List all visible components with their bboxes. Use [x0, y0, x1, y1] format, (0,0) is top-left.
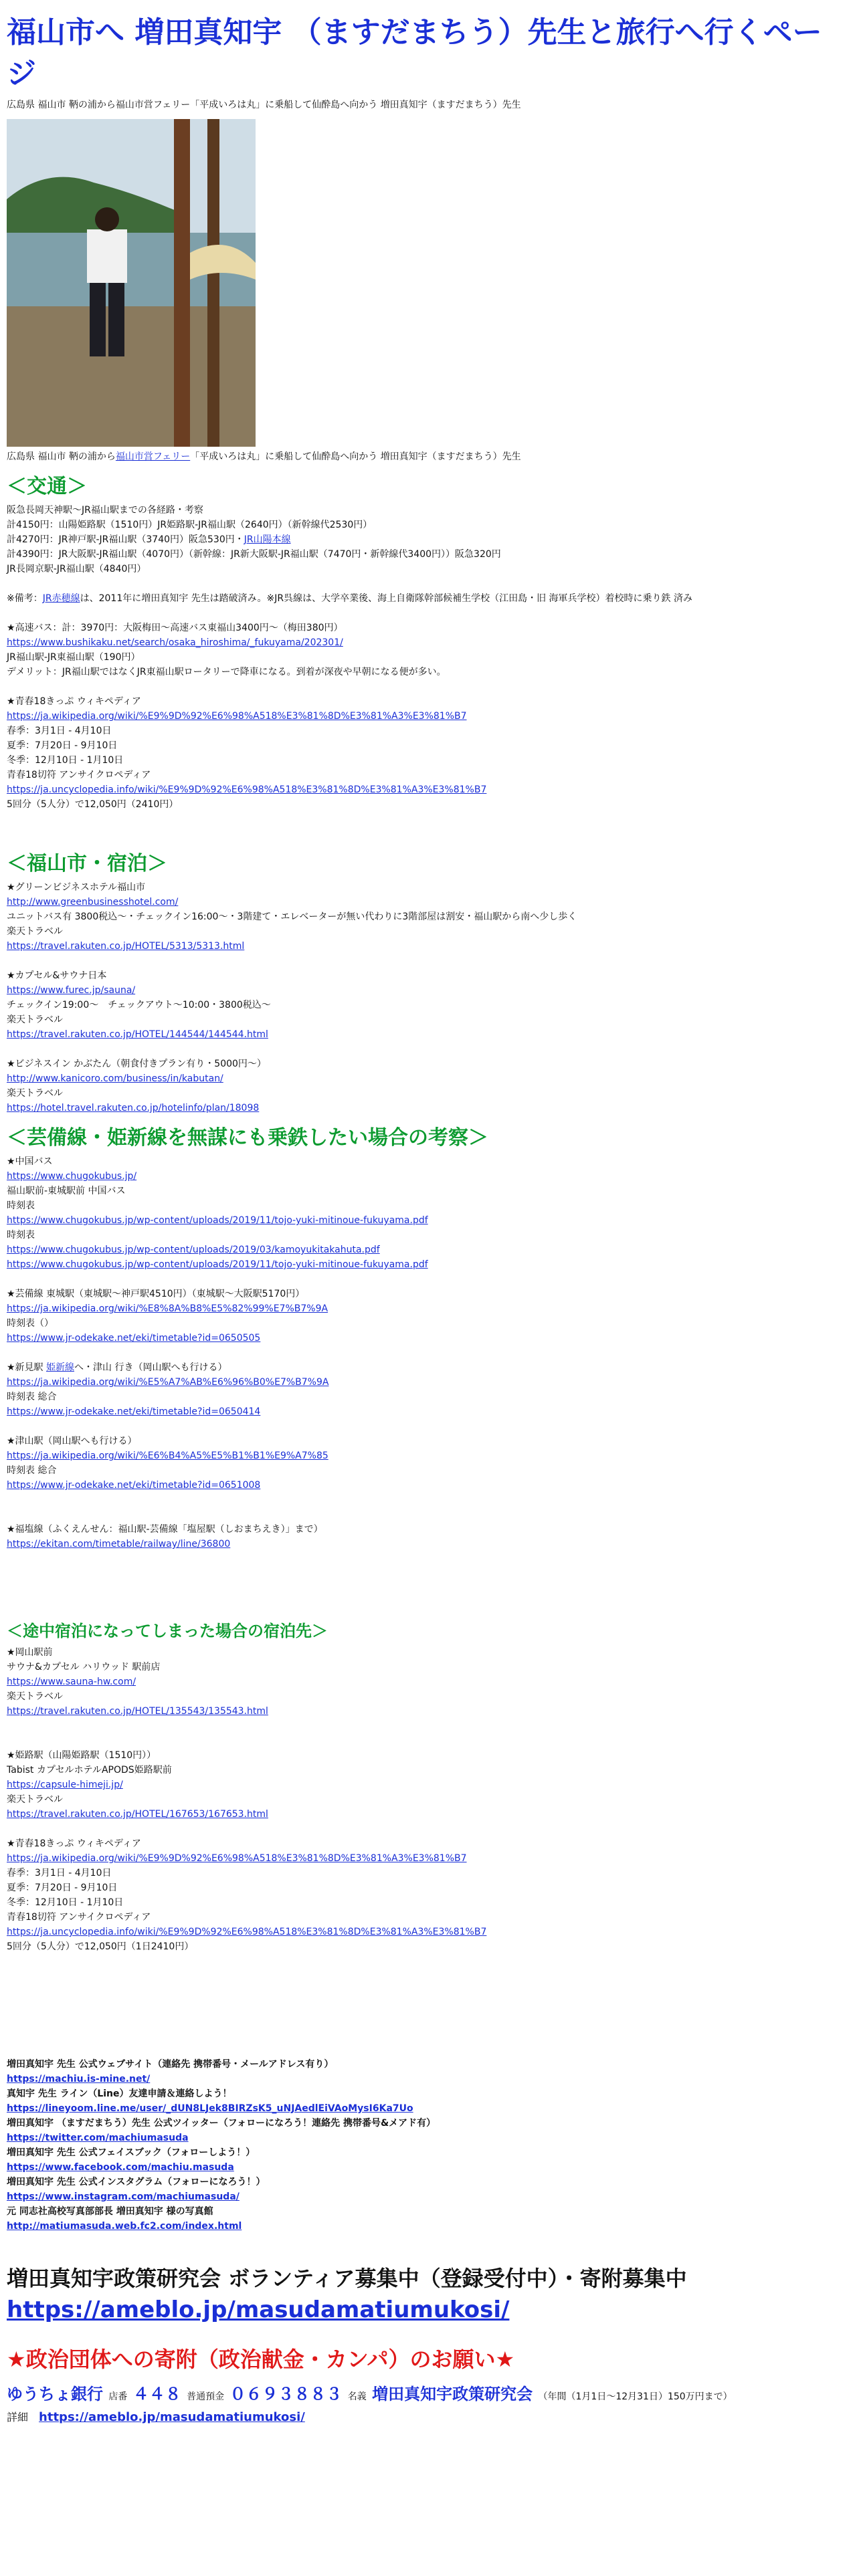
hotel-link[interactable]: https://capsule-himeji.jp/ [7, 1780, 123, 1790]
branch-label: 店番 [108, 2391, 128, 2402]
donation-period: （年間（1月1日〜12月31日）150万円まで） [538, 2391, 733, 2402]
ferry-link[interactable]: 福山市営フェリー [115, 451, 191, 462]
name-label: 名義 [347, 2391, 367, 2402]
bus-link[interactable]: https://www.bushikaku.net/search/osaka_hiroshima/_fukuyama/202301/ [7, 637, 343, 648]
rakuten-link[interactable]: https://travel.rakuten.co.jp/HOTEL/144544/144544.html [7, 1029, 268, 1040]
timetable-pdf-link[interactable]: https://www.chugokubus.jp/wp-content/uploads/2019/03/kamoyukitakahuta.pdf [7, 1245, 380, 1255]
transport-line [7, 532, 839, 547]
volunteer-link[interactable]: https://ameblo.jp/masudamatiumukosi/ [7, 2296, 510, 2323]
jr-ako-link[interactable]: JR赤穂線 [42, 593, 80, 604]
fukuen-link[interactable]: https://ekitan.com/timetable/railway/line/36800 [7, 1539, 231, 1549]
uncyclo-link[interactable]: https://ja.uncyclopedia.info/wiki/%E9%9D%92%E6%98%A518%E3%81%8D%E3%81%A3%E3%81%B7 [7, 784, 487, 795]
line-link[interactable]: https://lineyoom.line.me/user/_dUN8LJek8BIRZsK5_uNJAedlEiVAoMysI6Ka7Uo [7, 2103, 413, 2114]
hotel-link[interactable]: https://www.furec.jp/sauna/ [7, 985, 136, 996]
bus-company: ★中国バス [7, 1156, 53, 1167]
facebook-link[interactable]: https://www.facebook.com/machiu.masuda [7, 2162, 234, 2173]
rakuten-label: 楽天トラベル [7, 926, 63, 937]
timetable-label: 時刻表（） [7, 1318, 54, 1329]
account-type: 普通預金 [187, 2391, 225, 2402]
fukuen-line: ★福塩線（ふくえんせん：福山駅-芸備線「塩屋駅（しおまちえき）」まで） [7, 1524, 323, 1535]
midway-place: ★姫路駅（山陽姫路駅（1510円）） [7, 1750, 157, 1761]
kishin-pre: ★新見駅 [7, 1362, 47, 1373]
note-pre: ※備考： [7, 593, 43, 604]
bus-line: デメリット：JR福山駅ではなくJR東福山駅ロータリーで降車になる。到着が深夜や早朝になる便が多い。 [7, 667, 446, 677]
footer-label: 真知宇 先生 ライン（Line）友達申請＆連絡しよう！ [7, 2088, 232, 2099]
hotel-name: ★ビジネスイン かぶたん（朝食付きプラン有り・5000円〜） [7, 1059, 266, 1069]
rakuten-link[interactable]: https://travel.rakuten.co.jp/HOTEL/135543/135543.html [7, 1706, 268, 1717]
rakuten-label: 楽天トラベル [7, 1794, 63, 1805]
geibi-heading: ＜芸備線・姫新線を無謀にも乗鉄したい場合の考察＞ [7, 1126, 488, 1150]
jr-sanyo-link[interactable]: JR山陽本線 [244, 534, 291, 545]
footer-label: 増田真知宇 先生 公式インスタグラム（フォローになろう！） [7, 2177, 266, 2187]
timetable-link[interactable]: https://www.jr-odekake.net/eki/timetable?id=0650505 [7, 1333, 261, 1344]
instagram-link[interactable]: https://www.instagram.com/machiumasuda/ [7, 2191, 240, 2202]
donation-heading: ★政治団体への寄附（政治献金・カンパ）のお願い★ [7, 2347, 515, 2372]
tsuyama-line: ★津山駅（岡山駅へも行ける） [7, 1436, 137, 1446]
seishun18-title: ★青春18きっぷ ウィキペディア [7, 696, 141, 707]
account-name: 増田真知宇政策研究会 [372, 2385, 533, 2403]
season-spring: 春季：3月1日 - 4月10日 [7, 726, 112, 736]
branch-number: ４４８ [132, 2385, 181, 2403]
stay-heading: ＜福山市・宿泊＞ [7, 852, 167, 875]
note-post: は、2011年に増田真知宇 先生は踏破済み。※JR呉線は、大学卒業後、海上自衛隊幹部候補生学校（江田島・旧 海軍兵学校）着校時に乗り鉄 済み [80, 593, 692, 604]
bank-info [7, 2382, 839, 2409]
ferry-photo-image [7, 119, 256, 447]
caption-bottom [7, 449, 839, 464]
season-summer: 夏季：7月20日 - 9月10日 [7, 740, 118, 751]
rakuten-link[interactable]: https://hotel.travel.rakuten.co.jp/hotelinfo/plan/18098 [7, 1103, 260, 1113]
hotel-link[interactable]: https://www.sauna-hw.com/ [7, 1677, 136, 1687]
official-site-link[interactable]: https://machiu.is-mine.net/ [7, 2074, 151, 2084]
account-number: ０６９３８８３ [229, 2385, 343, 2403]
chugokubus-link[interactable]: https://www.chugokubus.jp/ [7, 1171, 137, 1182]
timetable-link[interactable]: https://www.jr-odekake.net/eki/timetable?id=0651008 [7, 1480, 261, 1491]
detail-link[interactable]: https://ameblo.jp/masudamatiumukosi/ [39, 2410, 305, 2424]
hotel-link[interactable]: http://www.greenbusinesshotel.com/ [7, 897, 179, 907]
uncyclo-link[interactable]: https://ja.uncyclopedia.info/wiki/%E9%9D%92%E6%98%A518%E3%81%8D%E3%81%A3%E3%81%B7 [7, 1927, 487, 1937]
hotel-desc: ユニットバス有 3800税込〜・チェックイン16:00〜・3階建て・エレベーターが無い代わりに3階部屋は割安・福山駅から南へ少し歩く [7, 911, 577, 922]
uncyclo-title: 青春18切符 アンサイクロペディア [7, 1912, 151, 1923]
timetable-label: 時刻表 [7, 1230, 35, 1241]
caption-top: 広島県 福山市 鞆の浦から福山市営フェリー「平成いろは丸」に乗船して仙酔島へ向かう 増田真知宇（ますだまちう）先生 [7, 100, 521, 110]
footer-label: 増田真知宇 先生 公式フェイスブック（フォローしよう！） [7, 2147, 256, 2158]
midway-heading: ＜途中宿泊になってしまった場合の宿泊先＞ [7, 1622, 328, 1640]
footer-label: 元 同志社高校写真部部長 増田真知宇 様の写真館 [7, 2206, 213, 2217]
rakuten-label: 楽天トラベル [7, 1691, 63, 1702]
season-spring: 春季：3月1日 - 4月10日 [7, 1868, 112, 1879]
rakuten-label: 楽天トラベル [7, 1088, 63, 1099]
price-line: 5回分（5人分）で12,050円（2410円） [7, 799, 179, 810]
transport-line: 計4390円：JR大阪駅-JR福山駅（4070円）（新幹線：JR新大阪駅-JR福山駅（7470円・新幹線代3400円））阪急320円 [7, 549, 501, 560]
timetable-label: 時刻表 [7, 1200, 35, 1211]
season-winter: 冬季：12月10日 - 1月10日 [7, 755, 124, 766]
detail-label: 詳細 [7, 2411, 29, 2424]
hotel-name: ★カプセル&サウナ日本 [7, 970, 107, 981]
rakuten-link[interactable]: https://travel.rakuten.co.jp/HOTEL/167653/167653.html [7, 1809, 268, 1820]
midway-hotel: サウナ&カプセル ハリウッド 駅前店 [7, 1662, 161, 1673]
bus-line: JR福山駅-JR東福山駅（190円） [7, 652, 140, 663]
seishun18-wiki-link[interactable]: https://ja.wikipedia.org/wiki/%E9%9D%92%E6%98%A518%E3%81%8D%E3%81%A3%E3%81%B7 [7, 1853, 467, 1864]
transport-note [7, 591, 839, 606]
transport-line: 阪急長岡天神駅〜JR福山駅までの各経路・考察 [7, 505, 203, 516]
volunteer-heading: 増田真知宇政策研究会 ボランティア募集中（登録受付中）・寄附募集中 [7, 2266, 687, 2291]
transport-l3-pre: 計4270円：JR神戸駅-JR福山駅（3740円）阪急530円・ [7, 534, 244, 545]
page-title: 福山市へ 増田真知宇 （ますだまちう）先生と旅行へ行くページ [7, 15, 822, 91]
caption-bottom-pre: 広島県 福山市 鞆の浦から [7, 451, 116, 462]
bus-route: 福山駅前-東城駅前 中国バス [7, 1186, 126, 1196]
timetable-pdf-link[interactable]: https://www.chugokubus.jp/wp-content/uploads/2019/11/tojo-yuki-mitinoue-fukuyama.pdf [7, 1259, 428, 1270]
transport-line: JR長岡京駅-JR福山駅（4840円） [7, 564, 147, 574]
timetable-label: 時刻表 総合 [7, 1392, 57, 1402]
transport-heading: ＜交通＞ [7, 475, 87, 498]
rakuten-label: 楽天トラベル [7, 1014, 63, 1025]
timetable-link[interactable]: https://www.jr-odekake.net/eki/timetable?id=0650414 [7, 1406, 261, 1417]
footer-label: 増田真知宇 （ますだまちう）先生 公式ツイッター（フォローになろう！連絡先 携帯番号&メアド有） [7, 2118, 436, 2129]
tsuyama-wiki-link[interactable]: https://ja.wikipedia.org/wiki/%E6%B4%A5%E5%B1%B1%E9%A7%85 [7, 1451, 328, 1461]
photo-gallery-link[interactable]: http://matiumasuda.web.fc2.com/index.html [7, 2221, 242, 2232]
hotel-link[interactable]: http://www.kanicoro.com/business/in/kabutan/ [7, 1073, 223, 1084]
ferry-photo [7, 119, 256, 447]
twitter-link[interactable]: https://twitter.com/machiumasuda [7, 2133, 189, 2143]
kishin-line [7, 1360, 839, 1375]
caption-bottom-post: 「平成いろは丸」に乗船して仙酔島へ向かう 増田真知宇（ますだまちう）先生 [190, 451, 521, 462]
midway-place: ★岡山駅前 [7, 1647, 53, 1658]
bus-line: ★高速バス：計：3970円：大阪梅田〜高速バス東福山3400円〜（梅田380円） [7, 623, 343, 633]
geibi-wiki-link[interactable]: https://ja.wikipedia.org/wiki/%E8%8A%B8%E5%82%99%E7%B7%9A [7, 1303, 328, 1314]
midway-hotel: Tabist カプセルホテルAPODS姫路駅前 [7, 1765, 172, 1776]
bank-name: ゆうちょ銀行 [7, 2385, 103, 2403]
hotel-name: ★グリーンビジネスホテル福山市 [7, 882, 146, 893]
uncyclo-title: 青春18切符 アンサイクロペディア [7, 770, 151, 780]
seishun18-title: ★青春18きっぷ ウィキペディア [7, 1838, 141, 1849]
rakuten-link[interactable]: https://travel.rakuten.co.jp/HOTEL/5313/5313.html [7, 941, 245, 952]
kishin-post: へ・津山 行き（岡山駅へも行ける） [74, 1362, 227, 1373]
kishin-wiki-link[interactable]: https://ja.wikipedia.org/wiki/%E5%A7%AB%E6%96%B0%E7%B7%9A [7, 1377, 329, 1388]
timetable-pdf-link[interactable]: https://www.chugokubus.jp/wp-content/uploads/2019/11/tojo-yuki-mitinoue-fukuyama.pdf [7, 1215, 428, 1226]
footer-label: 増田真知宇 先生 公式ウェブサイト（連絡先 携帯番号・メールアドレス有り） [7, 2059, 334, 2070]
season-summer: 夏季：7月20日 - 9月10日 [7, 1883, 118, 1893]
geibi-line: ★芸備線 東城駅（東城駅〜神戸駅4510円）（東城駅〜大阪駅5170円） [7, 1289, 305, 1299]
price-line: 5回分（5人分）で12,050円（1日2410円） [7, 1941, 194, 1952]
kishin-link-text[interactable]: 姫新線 [46, 1362, 75, 1373]
timetable-label: 時刻表 総合 [7, 1465, 57, 1476]
transport-line: 計4150円：山陽姫路駅（1510円）JR姫路駅-JR福山駅（2640円）（新幹線代2530円） [7, 520, 373, 530]
season-winter: 冬季：12月10日 - 1月10日 [7, 1897, 124, 1908]
hotel-desc: チェックイン19:00〜 チェックアウト〜10:00・3800税込〜 [7, 1000, 271, 1010]
seishun18-wiki-link[interactable]: https://ja.wikipedia.org/wiki/%E9%9D%92%E6%98%A518%E3%81%8D%E3%81%A3%E3%81%B7 [7, 711, 467, 722]
